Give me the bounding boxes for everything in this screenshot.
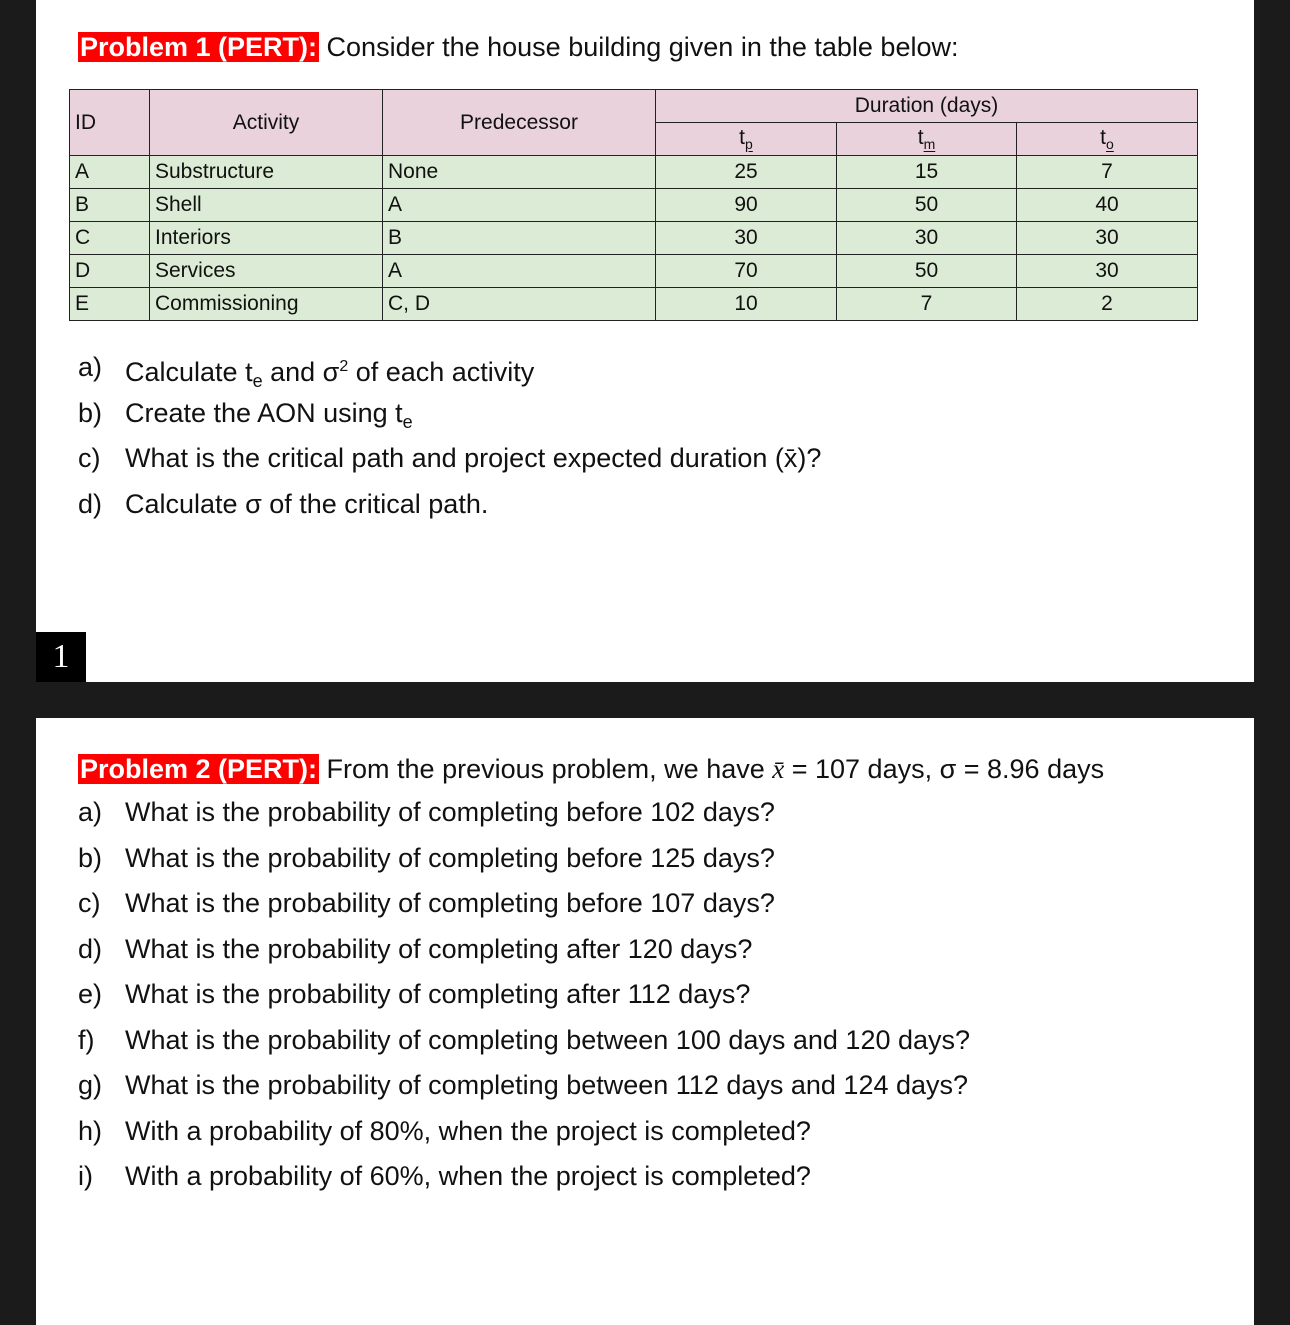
cell-id: E [70,288,150,321]
header-id: ID [70,90,150,156]
cell-tm: 50 [837,255,1017,288]
cell-to: 30 [1017,255,1198,288]
cell-tm: 30 [837,222,1017,255]
cell-tp: 30 [656,222,837,255]
header-tm: $t_m$ [837,123,1017,156]
cell-id: B [70,189,150,222]
table-row [70,156,1198,189]
cell-tp: 25 [656,156,837,189]
problem2-question-f: f) What is the probability of completing between 100 days and 120 days? [78,1024,971,1055]
problem1-question-c: c) What is the critical path and project expected duration (x̄)? [78,443,822,473]
header-tp: $t_p$ [656,123,837,156]
problem1-label: Problem 1 (PERT): [80,32,318,62]
problem2-question-list [78,792,970,1202]
cell-predecessor: None [383,156,656,189]
cell-tm: 15 [837,156,1017,189]
page-number-badge: 1 [36,632,86,682]
problem2-intro-pre: From the previous problem, we have [326,754,773,784]
problem1-question-d: d) Calculate σ of the critical path. [78,488,489,519]
cell-activity: Shell [150,189,383,222]
xbar-symbol: x̄ [772,754,785,784]
table-row [70,288,1198,321]
cell-tp: 90 [656,189,837,222]
cell-tp: 70 [656,255,837,288]
cell-to: 40 [1017,189,1198,222]
problem2-question-h: h) With a probability of 80%, when the project is completed? [78,1115,811,1146]
cell-predecessor: A [383,255,656,288]
header-predecessor: Predecessor [383,90,656,156]
problem2-intro-post: = 107 days, σ = 8.96 days [784,754,1105,784]
problem2-question-a: a) What is the probability of completing before 102 days? [78,797,775,827]
problem1-question-b: b) Create the AON using $t_e$ [78,397,413,432]
cell-id: C [70,222,150,255]
cell-activity: Commissioning [150,288,383,321]
cell-predecessor: C, D [383,288,656,321]
cell-to: 2 [1017,288,1198,321]
cell-id: D [70,255,150,288]
cell-tm: 7 [837,288,1017,321]
header-duration: Duration (days) [656,90,1198,123]
problem1-question-a: a) Calculate $t_e$ and $\sigma^2$ of each activity [78,352,535,391]
table-row [70,222,1198,255]
table-row [70,189,1198,222]
cell-to: 30 [1017,222,1198,255]
problem2-question-c: c) What is the probability of completing before 107 days? [78,888,775,918]
cell-tp: 10 [656,288,837,321]
pert-activity-table [69,89,1198,321]
problem1-heading [78,32,958,63]
document-page-1 [36,0,1254,682]
cell-predecessor: B [383,222,656,255]
cell-activity: Services [150,255,383,288]
cell-to: 7 [1017,156,1198,189]
cell-predecessor: A [383,189,656,222]
table-row [70,255,1198,288]
problem2-question-g: g) What is the probability of completing between 112 days and 124 days? [78,1070,969,1100]
cell-activity: Substructure [150,156,383,189]
cell-id: A [70,156,150,189]
cell-activity: Interiors [150,222,383,255]
problem1-intro: Consider the house building given in the table below: [326,32,959,62]
problem2-question-e: e) What is the probability of completing after 112 days? [78,979,751,1009]
header-activity: Activity [150,90,383,156]
header-to: $t_o$ [1017,123,1198,156]
problem2-question-d: d) What is the probability of completing after 120 days? [78,933,753,964]
problem1-question-list [78,347,821,529]
cell-tm: 50 [837,189,1017,222]
problem2-label: Problem 2 (PERT): [80,754,318,784]
problem2-question-i: i) With a probability of 60%, when the project is completed? [78,1161,811,1191]
problem2-question-b: b) What is the probability of completing before 125 days? [78,842,775,873]
problem2-heading [78,754,1104,785]
